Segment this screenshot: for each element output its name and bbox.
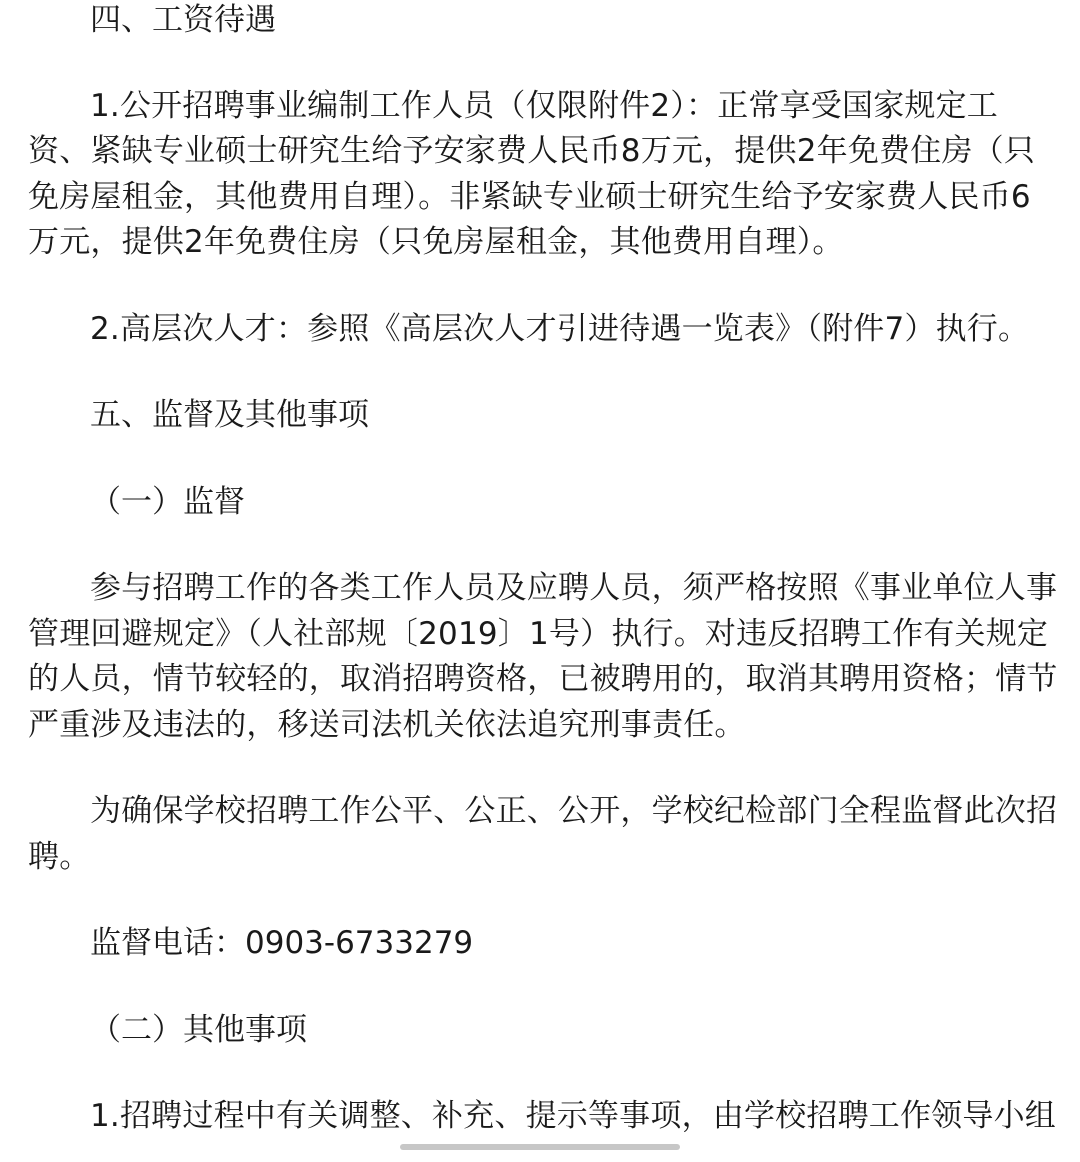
sub1-para2: 为确保学校招聘工作公平、公正、公开，学校纪检部门全程监督此次招聘。 [28,793,1058,875]
sub1-heading: （一）监督 [90,483,245,520]
article-body [28,0,1058,1140]
sub1-para1: 参与招聘工作的各类工作人员及应聘人员，须严格按照《事业单位人事管理回避规定》（人社部规〔2019〕1号）执行。对违反招聘工作有关规定的人员，情节较轻的，取消招聘资格，已被聘用的，取消其聘用资格；情节严重涉及违法的，移送司法机关依法追究刑事责任。 [28,570,1058,743]
section4-item1: 1.公开招聘事业编制工作人员（仅限附件2）：正常享受国家规定工资、紧缺专业硕士研究生给予安家费人民币8万元，提供2年免费住房（只免房屋租金，其他费用自理）。非紧缺专业硕士研究生给予安家费人民币6万元，提供2年免费住房（只免房屋租金，其他费用自理）。 [28,87,1036,260]
home-indicator[interactable] [400,1144,680,1150]
section5-heading: 五、监督及其他事项 [90,397,369,433]
section4-heading: 四、工资待遇 [90,2,276,38]
section4-item2: 2.高层次人才：参照《高层次人才引进待遇一览表》（附件7）执行。 [90,310,1030,347]
sub2-item1: 1.招聘过程中有关调整、补充、提示等事项，由学校招聘工作领导小组 [90,1098,1056,1134]
sub2-heading: （二）其他事项 [90,1011,307,1048]
sub1-phone: 监督电话：0903-6733279 [90,925,474,961]
